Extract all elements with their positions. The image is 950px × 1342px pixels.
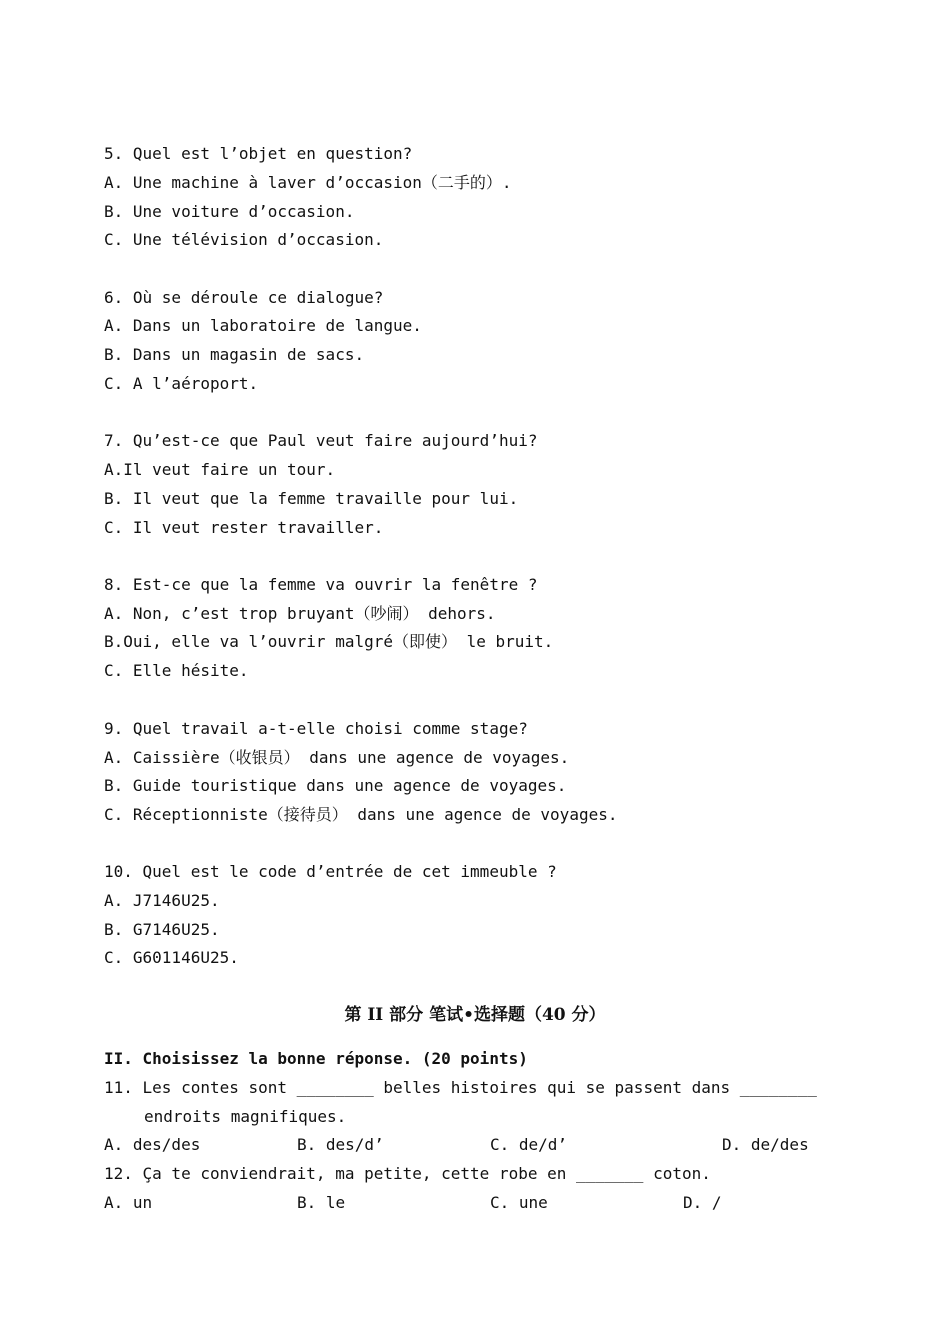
question-11-text-continued: endroits magnifiques. (144, 1107, 347, 1126)
question-11-option-a: A. des/des (104, 1135, 201, 1154)
question-8-option-c: C. Elle hésite. (104, 661, 249, 680)
part-2-title: 第 II 部分 笔试•选择题（40 分） (344, 1005, 606, 1025)
question-12-option-a: A. un (104, 1193, 153, 1212)
question-10-text: 10. Quel est le code d’entrée de cet immeuble ? (104, 862, 557, 881)
question-9-option-b: B. Guide touristique dans une agence de voyages. (104, 776, 567, 795)
question-7-text: 7. Qu’est-ce que Paul veut faire aujourd’hui? (104, 431, 538, 450)
question-7-option-c: C. Il veut rester travailler. (104, 518, 384, 537)
question-8-option-b: B.Oui, elle va l’ouvrir malgré（即使） le bruit. (104, 632, 554, 651)
question-7-option-a: A.Il veut faire un tour. (104, 460, 336, 479)
question-10-option-b: B. G7146U25. (104, 920, 220, 939)
question-9-option-a: A. Caissière（收银员） dans une agence de voyages. (104, 748, 570, 767)
question-5-option-a: A. Une machine à laver d’occasion（二手的）. (104, 173, 512, 192)
question-10-option-c: C. G601146U25. (104, 948, 239, 967)
question-5-option-c: C. Une télévision d’occasion. (104, 230, 384, 249)
question-11-text: 11. Les contes sont ________ belles histoires qui se passent dans ________ (104, 1078, 817, 1097)
question-12-option-d: D. / (683, 1193, 722, 1212)
question-10-option-a: A. J7146U25. (104, 891, 220, 910)
question-8-option-a: A. Non, c’est trop bruyant（吵闹） dehors. (104, 604, 496, 623)
question-12-text: 12. Ça te conviendrait, ma petite, cette robe en _______ coton. (104, 1164, 711, 1183)
section-2-heading: II. Choisissez la bonne réponse. (20 points) (104, 1049, 528, 1068)
question-5-option-b: B. Une voiture d’occasion. (104, 202, 355, 221)
question-9-option-c: C. Réceptionniste（接待员） dans une agence de voyages. (104, 805, 618, 824)
question-6-option-a: A. Dans un laboratoire de langue. (104, 316, 422, 335)
question-9-text: 9. Quel travail a-t-elle choisi comme stage? (104, 719, 528, 738)
question-7-option-b: B. Il veut que la femme travaille pour lui. (104, 489, 519, 508)
question-5-text: 5. Quel est l’objet en question? (104, 144, 413, 163)
question-6-option-c: C. A l’aéroport. (104, 374, 259, 393)
question-12-option-b: B. le (297, 1193, 346, 1212)
question-11-option-d: D. de/des (722, 1135, 809, 1154)
question-8-text: 8. Est-ce que la femme va ouvrir la fenêtre ? (104, 575, 538, 594)
question-6-text: 6. Où se déroule ce dialogue? (104, 288, 384, 307)
question-11-option-c: C. de/d’ (490, 1135, 568, 1154)
question-12-option-c: C. une (490, 1193, 548, 1212)
question-11-option-b: B. des/d’ (297, 1135, 384, 1154)
question-6-option-b: B. Dans un magasin de sacs. (104, 345, 365, 364)
